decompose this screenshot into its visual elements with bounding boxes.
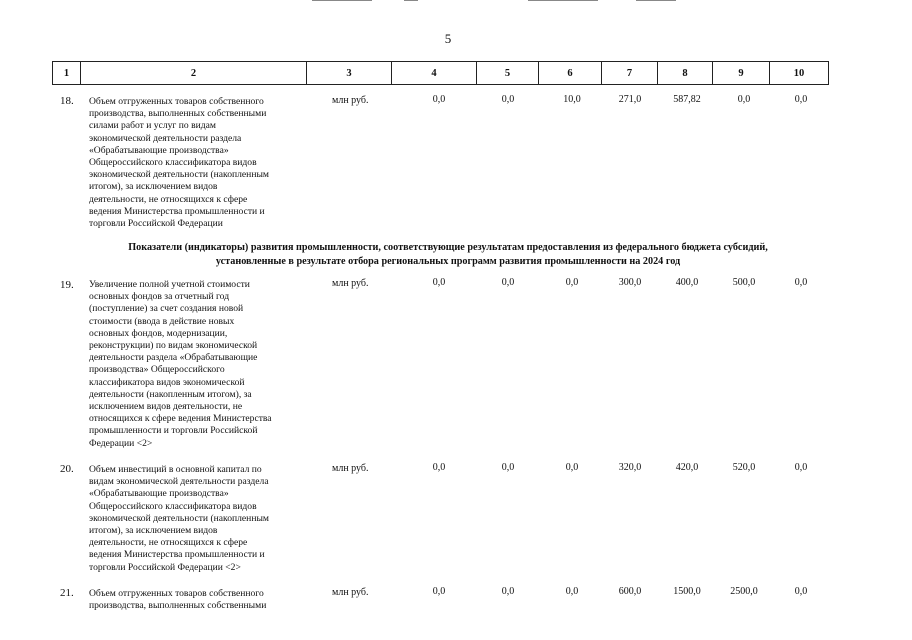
row-unit: млн руб. <box>332 463 369 474</box>
value-cell: 587,82 <box>673 94 701 105</box>
value-cell: 0,0 <box>432 94 446 105</box>
value-cell: 0,0 <box>501 94 515 105</box>
row-description: Объем отгруженных товаров собственного производства, выполненных собственными силами работ и услуг по видам экономической деятельности раздела «Обрабатывающие производства» Общероссийского классификатора видов экономической деятельности (накопленным итогом), за исключением видов деятельности, не относящихся к сфере ведения Министерства промышленности и торговли Российской Федерации <box>89 96 269 230</box>
value-cell: 0,0 <box>737 94 751 105</box>
header-cell: 5 <box>476 61 539 85</box>
header-cell: 10 <box>769 61 829 85</box>
value-cell: 0,0 <box>794 462 808 473</box>
scan-mark <box>404 0 418 1</box>
value-cell: 420,0 <box>675 462 699 473</box>
section-title: Показатели (индикаторы) развития промышленности, соответствующие результатам предоставления из федерального бюджета субсидий, установленные в результате отбора региональных программ развития промышленности на 2024 год <box>128 242 768 267</box>
row-unit: млн руб. <box>332 587 369 598</box>
value-cell: 0,0 <box>565 277 579 288</box>
value-cell: 320,0 <box>618 462 642 473</box>
header-cell: 6 <box>538 61 602 85</box>
value-cell: 0,0 <box>794 277 808 288</box>
scan-mark <box>636 0 676 1</box>
value-cell: 600,0 <box>618 586 642 597</box>
value-cell: 1500,0 <box>673 586 701 597</box>
value-cell: 0,0 <box>565 586 579 597</box>
header-cell: 7 <box>601 61 658 85</box>
row-number: 21. <box>60 587 74 599</box>
header-cell: 9 <box>712 61 770 85</box>
value-cell: 0,0 <box>794 94 808 105</box>
row-number: 19. <box>60 279 74 291</box>
value-cell: 300,0 <box>618 277 642 288</box>
row-unit: млн руб. <box>332 278 369 289</box>
value-cell: 0,0 <box>432 586 446 597</box>
value-cell: 0,0 <box>432 277 446 288</box>
value-cell: 0,0 <box>501 462 515 473</box>
row-description: Объем отгруженных товаров собственного производства, выполненных собственными <box>89 588 267 612</box>
value-cell: 0,0 <box>501 586 515 597</box>
value-cell: 520,0 <box>732 462 756 473</box>
value-cell: 0,0 <box>432 462 446 473</box>
row-number: 18. <box>60 95 74 107</box>
scan-mark <box>528 0 598 1</box>
value-cell: 0,0 <box>565 462 579 473</box>
value-cell: 2500,0 <box>730 586 758 597</box>
row-description: Объем инвестиций в основной капитал по видам экономической деятельности раздела «Обрабатывающие производства» Общероссийского классификатора видов экономической деятельности (накопленным итогом), за исключением видов деятельности, не относящихся к сфере ведения Министерства промышленности и торговли Российской Федерации <2> <box>89 464 269 573</box>
row-description: Увеличение полной учетной стоимости основных фондов за отчетный год (поступление) за счет создания новой стоимости (ввода в действие новых основных фондов, модернизации, реконструкции) по видам экономической деятельности раздела «Обрабатывающие производства» Общероссийского классификатора видов экономической деятельности (накопленным итогом), за исключением видов деятельности, не относящихся к сфере ведения Министерства промышленности и торговли Российской Федерации <2> <box>89 279 272 449</box>
row-number: 20. <box>60 463 74 475</box>
value-cell: 271,0 <box>618 94 642 105</box>
header-cell: 3 <box>306 61 392 85</box>
header-cell: 2 <box>80 61 307 85</box>
row-unit: млн руб. <box>332 95 369 106</box>
header-cell: 1 <box>52 61 81 85</box>
page-number: 5 <box>444 31 452 46</box>
header-cell: 8 <box>657 61 713 85</box>
header-cell: 4 <box>391 61 477 85</box>
value-cell: 500,0 <box>732 277 756 288</box>
scan-mark <box>312 0 372 1</box>
value-cell: 400,0 <box>675 277 699 288</box>
value-cell: 0,0 <box>794 586 808 597</box>
value-cell: 0,0 <box>501 277 515 288</box>
value-cell: 10,0 <box>563 94 581 105</box>
